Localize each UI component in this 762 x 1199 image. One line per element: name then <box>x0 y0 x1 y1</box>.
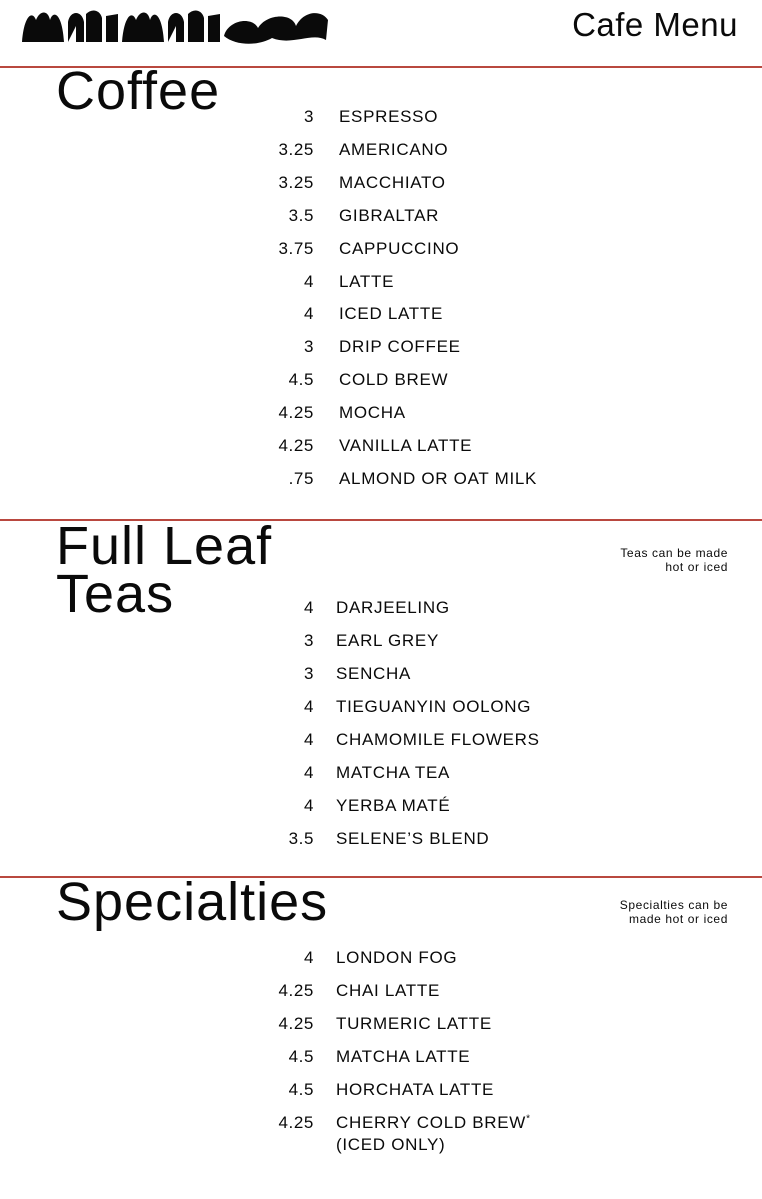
menu-item <box>0 469 762 502</box>
menu-item <box>0 173 762 206</box>
item-price: 3.5 <box>288 205 314 225</box>
item-name: CAPPUCCINO <box>339 238 460 258</box>
item-name: DARJEELING <box>336 598 450 617</box>
item-name: HORCHATA LATTE <box>336 1080 495 1099</box>
menu-item <box>0 981 762 1014</box>
item-subtext: (ICED ONLY) <box>336 1135 446 1154</box>
item-price: 4 <box>303 271 314 291</box>
menu-item <box>0 829 762 862</box>
item-price: 4.5 <box>288 370 314 390</box>
item-name: COLD BREW <box>339 370 449 390</box>
item-price: 3.5 <box>288 829 314 848</box>
item-name: CHAMOMILE FLOWERS <box>336 730 540 749</box>
item-name: MACCHIATO <box>339 172 446 192</box>
menu-item <box>0 697 762 730</box>
specialties-note: Specialties can be made hot or iced <box>619 898 728 926</box>
item-price: 4 <box>303 948 314 967</box>
item-price: 4 <box>303 796 314 815</box>
teas-note: Teas can be made hot or iced <box>620 546 728 574</box>
item-name: DRIP COFFEE <box>339 337 461 357</box>
menu-item <box>0 140 762 173</box>
item-price: 3.25 <box>278 172 314 192</box>
item-price: 3 <box>303 631 314 650</box>
item-price: 4 <box>303 763 314 782</box>
item-name: MATCHA LATTE <box>336 1047 471 1066</box>
item-price: 3.25 <box>278 139 314 159</box>
item-name: ALMOND OR OAT MILK <box>339 468 538 488</box>
menu-item <box>0 304 762 337</box>
menu-item <box>0 1047 762 1080</box>
item-name: VANILLA LATTE <box>339 436 473 455</box>
menu-item <box>0 337 762 370</box>
menu-item <box>0 403 762 436</box>
menu-item <box>0 598 762 631</box>
menu-item <box>0 948 762 981</box>
item-price: .75 <box>288 468 314 488</box>
item-name: CHERRY COLD BREW* <box>336 1113 531 1132</box>
item-name: TIEGUANYIN OOLONG <box>336 697 532 716</box>
item-price: 4 <box>303 304 314 324</box>
item-price: 4.5 <box>288 1080 314 1099</box>
item-name: LATTE <box>339 271 395 291</box>
menu-item <box>0 730 762 763</box>
menu-item <box>0 1113 762 1154</box>
item-price: 4.25 <box>278 1014 314 1033</box>
menu-item <box>0 631 762 664</box>
item-name: MOCHA <box>339 403 406 423</box>
item-price: 3.75 <box>278 238 314 258</box>
section-title-specialties: Specialties <box>56 872 329 932</box>
item-price: 3 <box>303 337 314 357</box>
logo-wordmark: MUIMUIS <box>22 6 27 7</box>
item-name: AMERICANO <box>339 139 449 159</box>
item-name: CHAI LATTE <box>336 981 440 1000</box>
menu-item <box>0 370 762 403</box>
menu-item <box>0 796 762 829</box>
menu-item <box>0 272 762 305</box>
item-price: 3 <box>303 664 314 683</box>
item-price: 4 <box>303 697 314 716</box>
item-name: SENCHA <box>336 664 412 683</box>
item-price: 4.5 <box>288 1047 314 1066</box>
item-footnote-marker: * <box>526 1113 531 1125</box>
item-name: MATCHA TEA <box>336 763 451 782</box>
item-price: 3 <box>303 107 314 126</box>
menu-item <box>0 206 762 239</box>
item-name: ESPRESSO <box>339 107 439 126</box>
menu-item <box>0 763 762 796</box>
menu-item <box>0 1080 762 1113</box>
menu-item <box>0 1014 762 1047</box>
item-price: 4 <box>303 598 314 617</box>
item-name: LONDON FOG <box>336 948 458 967</box>
item-name: EARL GREY <box>336 631 439 650</box>
menu-title: Cafe Menu <box>572 6 738 43</box>
item-name: TURMERIC LATTE <box>336 1014 492 1033</box>
section-title-coffee: Coffee <box>56 61 221 121</box>
item-name: YERBA MATÉ <box>336 796 451 815</box>
menu-item <box>0 664 762 697</box>
section-title-teas: Full Leaf Teas <box>56 516 273 624</box>
item-name: SELENE’S BLEND <box>336 829 490 848</box>
item-price: 4 <box>303 730 314 749</box>
muimuis-logo <box>22 6 332 46</box>
item-price: 4.25 <box>278 981 314 1000</box>
item-price: 4.25 <box>278 436 314 455</box>
menu-item <box>0 436 762 469</box>
item-price: 4.25 <box>278 403 314 423</box>
item-name: GIBRALTAR <box>339 205 440 225</box>
item-name: ICED LATTE <box>339 304 443 324</box>
menu-item <box>0 239 762 272</box>
menu-item <box>0 107 762 140</box>
item-price: 4.25 <box>278 1113 314 1132</box>
